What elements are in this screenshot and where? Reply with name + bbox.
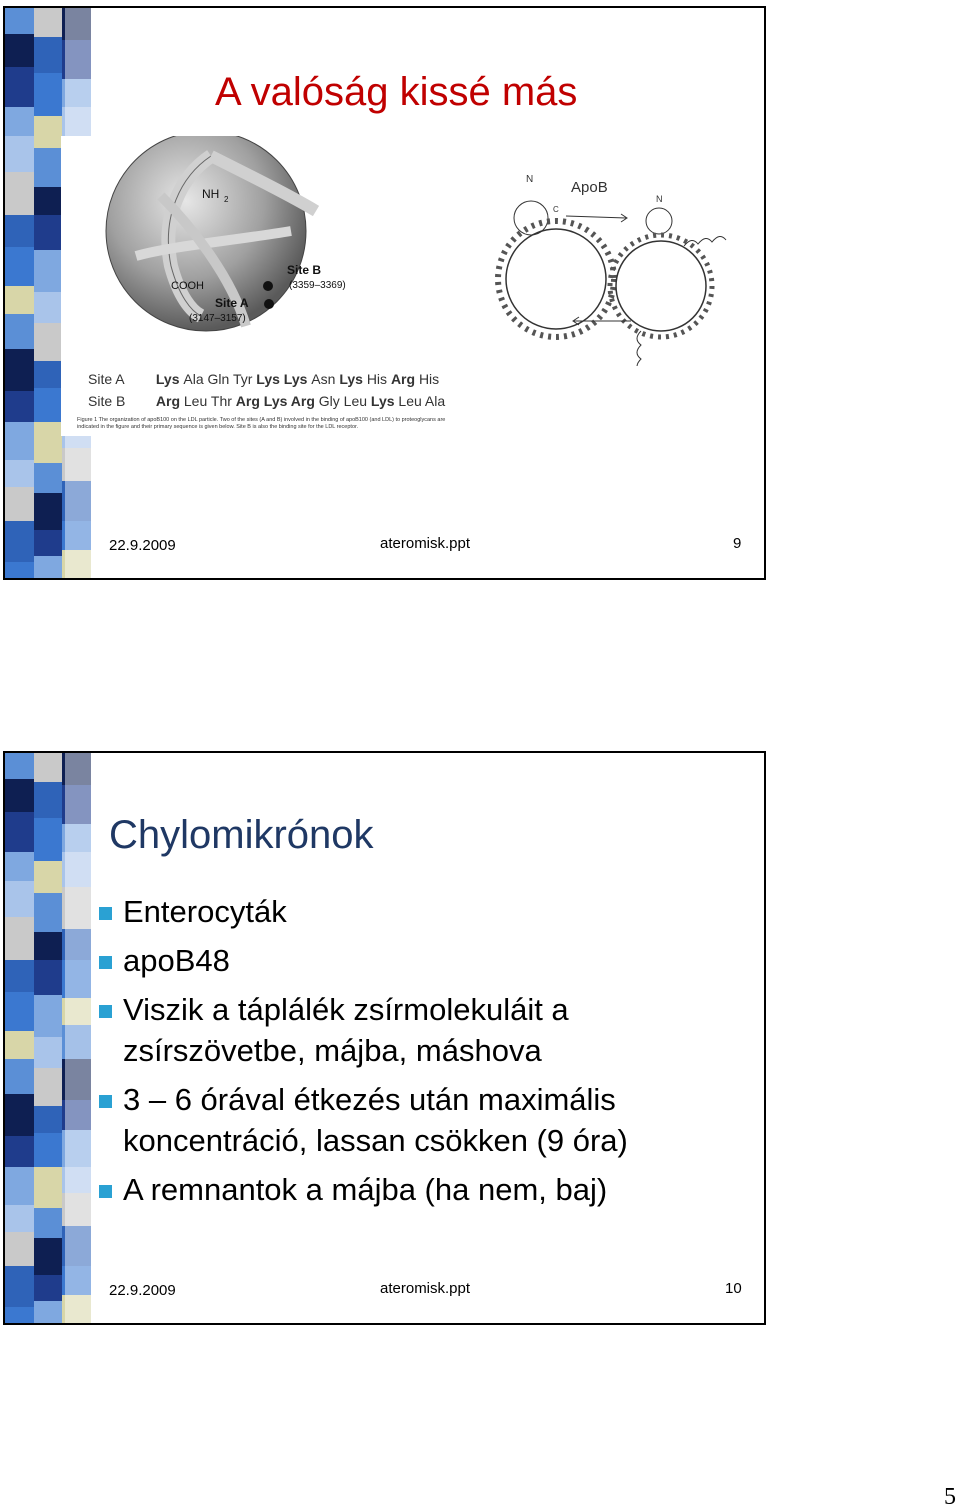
- bullet-item: 3 – 6 órával étkezés után maximális koncentráció, lassan csökken (9 óra): [97, 1079, 737, 1161]
- svg-text:NH: NH: [202, 187, 220, 201]
- residue: Tyr: [232, 371, 257, 387]
- svg-text:C: C: [553, 205, 559, 214]
- bullet-item: Enterocyták: [97, 891, 737, 932]
- figure-caption: Figure 1 The organization of apoB100 on the LDL particle. Two of the sites (A and B) involved in the binding of apoB100 (and LDL) to proteoglycans are indicated in the figure and their primary sequence is given below. Site B is also the binding site for the LDL receptor.: [77, 417, 446, 430]
- bullet-square-icon: [99, 1005, 112, 1018]
- bullet-square-icon: [99, 956, 112, 969]
- svg-text:Site A: Site A: [215, 296, 249, 310]
- residue: His: [418, 371, 440, 387]
- bullet-item: A remnantok a májba (ha nem, baj): [97, 1169, 737, 1210]
- residue: Arg: [235, 393, 264, 409]
- bullet-square-icon: [99, 1185, 112, 1198]
- residue: Leu: [183, 393, 211, 409]
- bullet-list: [97, 891, 737, 1218]
- bullet-item: apoB48: [97, 940, 737, 981]
- footer-date: 22.9.2009: [109, 1282, 176, 1299]
- residue: Arg: [390, 371, 419, 387]
- residue: Ala: [424, 393, 446, 409]
- footer-date: 22.9.2009: [109, 537, 176, 554]
- residue: Lys: [339, 371, 367, 387]
- footer-slide-number: 10: [725, 1280, 742, 1297]
- slide-title: Chylomikrónok: [109, 813, 374, 857]
- svg-text:(3359–3369): (3359–3369): [289, 280, 346, 291]
- bullet-square-icon: [99, 1095, 112, 1108]
- svg-text:N: N: [526, 174, 534, 185]
- residue: Asn: [311, 371, 340, 387]
- slide-title: A valóság kissé más: [215, 70, 578, 114]
- svg-text:Site B: Site B: [287, 263, 322, 277]
- footer-filename: ateromisk.ppt: [380, 1280, 471, 1297]
- footer-slide-number: 9: [733, 535, 742, 552]
- svg-text:ApoB: ApoB: [571, 179, 608, 196]
- residue: His: [366, 371, 391, 387]
- residue: Arg: [155, 393, 184, 409]
- residue: Gln: [207, 371, 233, 387]
- sequence-table: [88, 368, 445, 412]
- residue: Gly: [318, 393, 344, 409]
- page-number: 5: [944, 1484, 956, 1510]
- residue: Ala: [183, 371, 208, 387]
- residue: Lys: [370, 393, 399, 409]
- residue: Arg: [290, 393, 319, 409]
- apob-conformation-diagram: [456, 136, 746, 366]
- svg-text:2: 2: [224, 195, 229, 204]
- sequence-row-site-b: Site B Arg Leu Thr Arg Lys Arg Gly Leu Lys Leu Ala: [88, 393, 446, 409]
- residue: Thr: [210, 393, 236, 409]
- svg-text:COOH: COOH: [171, 280, 204, 292]
- apob-figure: [61, 136, 663, 436]
- sequence-row-site-a: Site A Lys Ala Gln Tyr Lys Lys Asn Lys His Arg His: [88, 371, 440, 387]
- residue: Lys: [155, 371, 184, 387]
- slide-9: [3, 6, 766, 580]
- bullet-item: Viszik a táplálék zsírmolekuláit a zsírszövetbe, májba, máshova: [97, 989, 737, 1071]
- svg-text:(3147–3157): (3147–3157): [189, 313, 246, 324]
- residue: Leu: [398, 393, 425, 409]
- slide-10: [3, 751, 766, 1325]
- footer-filename: ateromisk.ppt: [380, 535, 471, 552]
- residue: Lys: [283, 371, 312, 387]
- residue: Leu: [343, 393, 371, 409]
- svg-text:N: N: [656, 194, 663, 204]
- residue: Lys: [256, 371, 284, 387]
- ldl-particle-diagram: [61, 136, 461, 366]
- decorative-stripe: [5, 753, 91, 1323]
- bullet-square-icon: [99, 907, 112, 920]
- residue: Lys: [263, 393, 291, 409]
